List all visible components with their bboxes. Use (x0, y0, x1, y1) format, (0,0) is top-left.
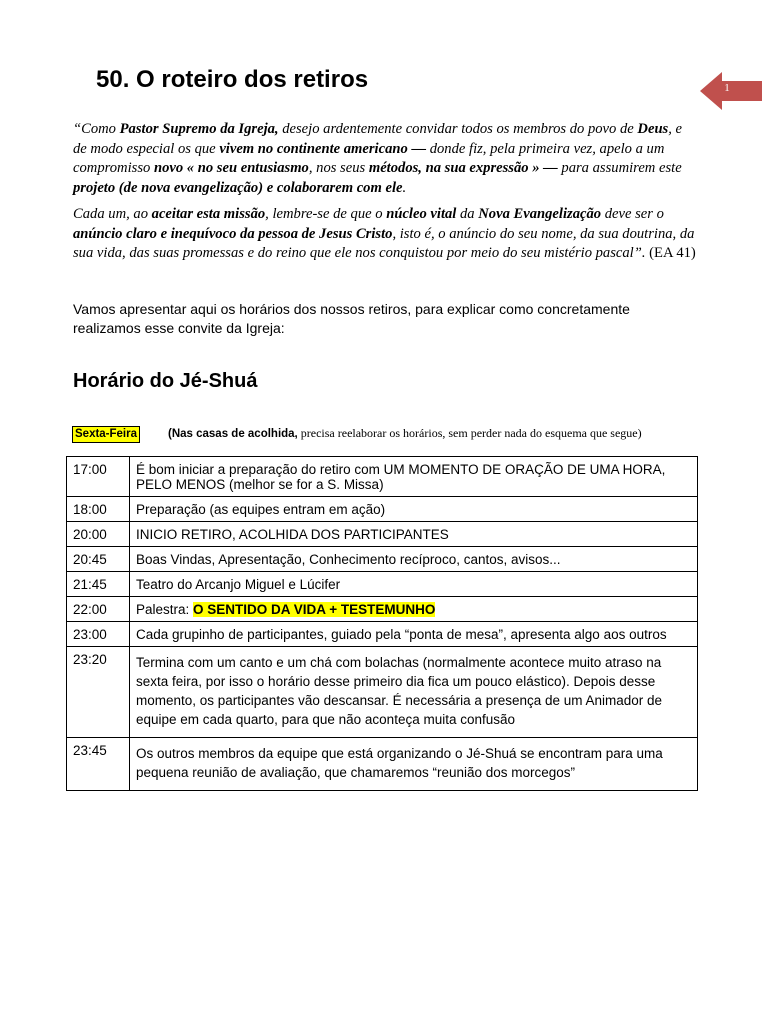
time-cell: 21:45 (67, 572, 130, 597)
description-cell: Palestra: O SENTIDO DA VIDA + TESTEMUNHO (130, 597, 698, 622)
time-cell: 23:00 (67, 622, 130, 647)
time-cell: 22:00 (67, 597, 130, 622)
quote-reference: (EA 41) (645, 245, 696, 261)
table-row (67, 497, 698, 522)
quote-paragraph-2: Cada um, ao aceitar esta missão, lembre-se de que o núcleo vital da Nova Evangelização deve ser o anúncio claro e inequívoco da pessoa de Jesus Cristo, isto é, o anúncio do seu nome, da sua doutrina, da sua vida, das suas promessas e do reino que ele nos conquistou por meio do seu mistério pascal”. (EA 41) (73, 206, 696, 261)
table-row (67, 738, 698, 791)
time-cell: 18:00 (67, 497, 130, 522)
time-cell: 20:45 (67, 547, 130, 572)
schedule-table (66, 456, 698, 791)
day-label: Sexta-Feira (72, 426, 140, 443)
description-cell: Os outros membros da equipe que está organizando o Jé-Shuá se encontram para uma pequena reunião de avaliação, que chamaremos “reunião dos morcegos” (130, 738, 698, 791)
table-row (67, 622, 698, 647)
description-cell: Teatro do Arcanjo Miguel e Lúcifer (130, 572, 698, 597)
table-row (67, 647, 698, 738)
quote-paragraph-1: “Como Pastor Supremo da Igreja, desejo ardentemente convidar todos os membros do povo de Deus, e de modo especial os que vivem no continente americano — donde fiz, pela primeira vez, apelo a um compromisso novo « no seu entusiasmo, nos seus métodos, na sua expressão » — para assumirem este projeto (de nova evangelização) e colaborarem com ele. (73, 121, 683, 196)
description-cell: Cada grupinho de participantes, guiado pela “ponta de mesa”, apresenta algo aos outros (130, 622, 698, 647)
table-row (67, 547, 698, 572)
table-row (67, 457, 698, 497)
table-row (67, 522, 698, 547)
page-number-badge (700, 72, 762, 110)
time-cell: 23:20 (67, 647, 130, 738)
page-number: 1 (724, 82, 730, 94)
time-cell: 20:00 (67, 522, 130, 547)
time-cell: 17:00 (67, 457, 130, 497)
intro-paragraph: Vamos apresentar aqui os horários dos nossos retiros, para explicar como concretamente realizamos esse convite da Igreja: (73, 301, 630, 336)
section-title: Horário do Jé-Shuá (73, 370, 258, 392)
description-cell: Termina com um canto e um chá com bolachas (normalmente acontece muito atraso na sexta feira, por isso o horário desse primeiro dia fica um pouco elástico). Depois desse momento, os participantes vão descansar. É necessária a presença de um Animador de equipe em cada quarto, para que não aconteça muita confusão (130, 647, 698, 738)
description-cell: Preparação (as equipes entram em ação) (130, 497, 698, 522)
day-note: (Nas casas de acolhida, precisa reelaborar os horários, sem perder nada do esquema que segue) (168, 426, 642, 440)
table-row (67, 572, 698, 597)
description-cell: Boas Vindas, Apresentação, Conhecimento recíproco, cantos, avisos... (130, 547, 698, 572)
table-row (67, 597, 698, 622)
time-cell: 23:45 (67, 738, 130, 791)
page-title: 50. O roteiro dos retiros (96, 66, 369, 93)
description-cell: É bom iniciar a preparação do retiro com UM MOMENTO DE ORAÇÃO DE UMA HORA, PELO MENOS (melhor se for a S. Missa) (130, 457, 698, 497)
description-cell: INICIO RETIRO, ACOLHIDA DOS PARTICIPANTES (130, 522, 698, 547)
highlighted-talk-title: O SENTIDO DA VIDA + TESTEMUNHO (193, 602, 436, 617)
